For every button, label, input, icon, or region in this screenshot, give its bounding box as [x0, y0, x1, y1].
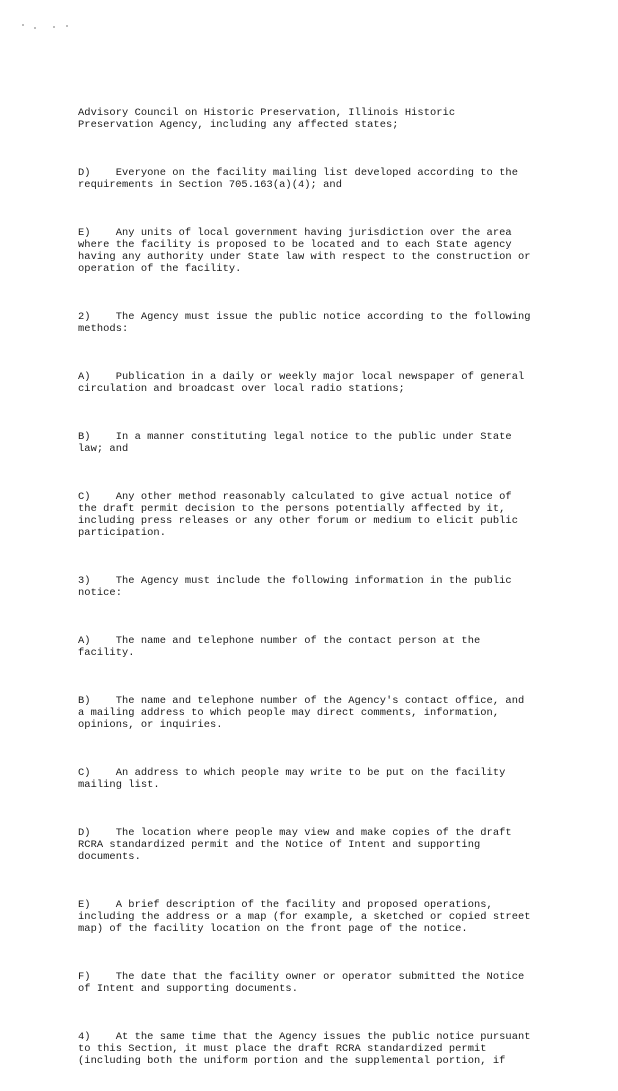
document-body: [78, 83, 548, 1091]
paragraph-a-contact-person: A) The name and telephone number of the contact person at the facility.: [78, 635, 481, 659]
paragraph-e-local-government: E) Any units of local government having jurisdiction over the area where the facility is proposed to be located and to each State agency having any authority under State law with respect to the construction or operation of the facility.: [78, 227, 531, 275]
scan-speck: [53, 26, 55, 28]
paragraph-d-view-location: D) The location where people may view and make copies of the draft RCRA standardized permit and the Notice of Intent and supporting documents.: [78, 827, 512, 863]
paragraph-e-facility-description: E) A brief description of the facility and proposed operations, including the address or a map (for example, a sketched or copied street map) of the facility location on the front page of the notice.: [78, 899, 531, 935]
paragraph-3-notice-information: 3) The Agency must include the following information in the public notice:: [78, 575, 512, 599]
paragraph-b-agency-contact: B) The name and telephone number of the Agency's contact office, and a mailing address to which people may direct comments, information, opinions, or inquiries.: [78, 695, 525, 731]
scan-speck-marks: [22, 24, 68, 30]
paragraph-a-publication: A) Publication in a daily or weekly major local newspaper of general circulation and broadcast over local radio stations;: [78, 371, 525, 395]
scan-speck: [34, 27, 36, 29]
paragraph-c-mailing-address: C) An address to which people may write to be put on the facility mailing list.: [78, 767, 506, 791]
paragraph-d-mailing-list: D) Everyone on the facility mailing list developed according to the requirements in Section 705.163(a)(4); and: [78, 167, 518, 191]
scan-speck: [22, 24, 24, 26]
paragraph-2-notice-methods: 2) The Agency must issue the public notice according to the following methods:: [78, 311, 531, 335]
paragraph-f-submission-date: F) The date that the facility owner or operator submitted the Notice of Intent and supporting documents.: [78, 971, 525, 995]
paragraph-b-legal-notice: B) In a manner constituting legal notice to the public under State law; and: [78, 431, 512, 455]
paragraph-4-draft-permit: 4) At the same time that the Agency issues the public notice pursuant to this Section, it must place the draft RCRA standardized permit (including both the uniform portion and the supplemental portion, if: [78, 1031, 531, 1067]
scan-speck: [66, 25, 68, 27]
paragraph-preservation-agencies: Advisory Council on Historic Preservation, Illinois Historic Preservation Agency, including any affected states;: [78, 107, 456, 131]
paragraph-c-other-method: C) Any other method reasonably calculated to give actual notice of the draft permit decision to the persons potentially affected by it, including press releases or any other forum or medium to elicit public participation.: [78, 491, 518, 539]
